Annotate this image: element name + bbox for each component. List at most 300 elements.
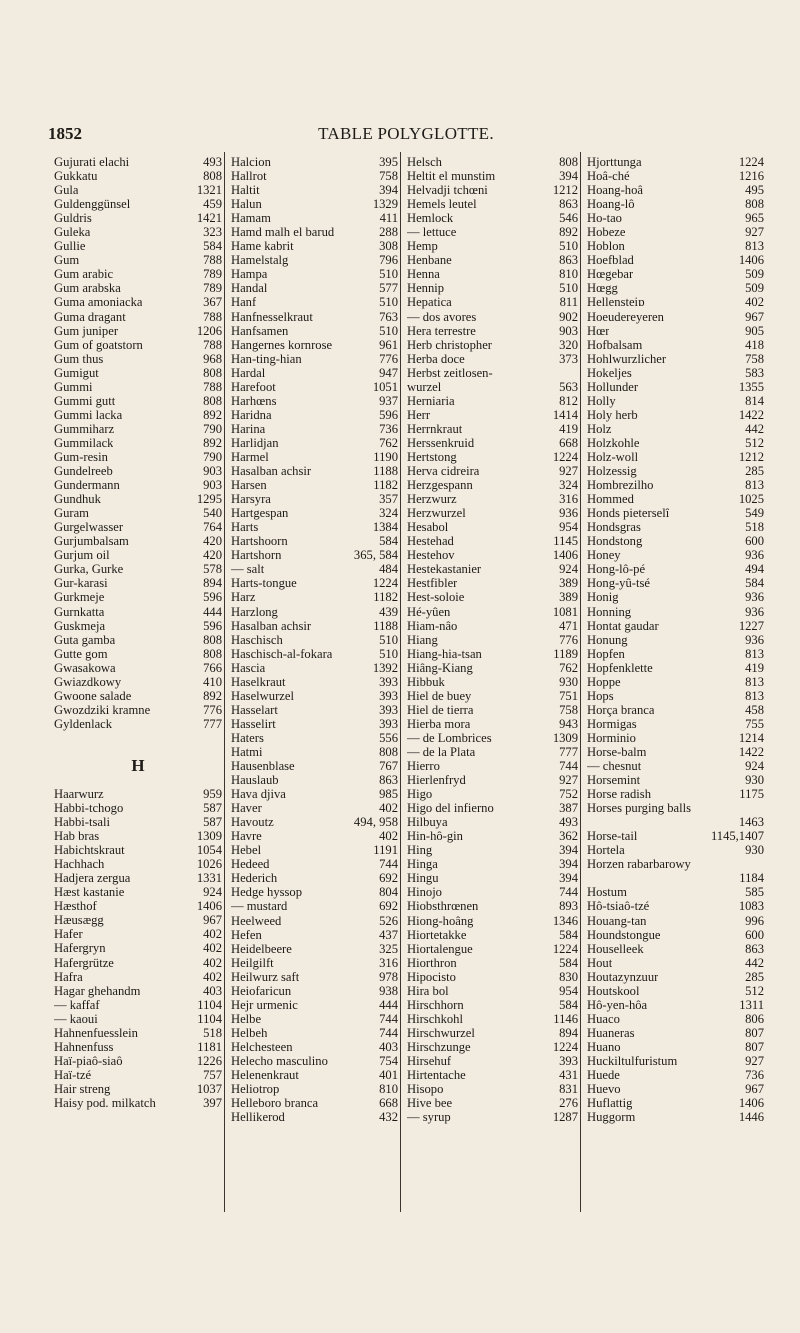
entry-page-ref: 419 [745,660,764,675]
entry-term: Hadjera zergua [54,871,131,886]
entry-page-ref: 1384 [372,520,398,535]
entry-term: Houselleek [587,941,644,956]
entry-term: Hiong-hoâng [407,913,474,928]
index-entry [407,689,578,703]
entry-page-ref: 1224 [552,1039,578,1054]
entry-term: Huaneras [587,1025,635,1040]
entry-term: Heelweed [231,913,282,928]
entry-page-ref: 985 [379,787,398,802]
index-entry [231,253,398,267]
section-letter: H [131,755,145,775]
entry-page-ref: 758 [559,702,578,717]
entry-term: Gurka, Gurke [54,562,124,577]
index-entry [231,183,398,197]
entry-term: Hafra [54,969,83,984]
index-entry [231,436,398,450]
entry-page-ref: 668 [379,1096,398,1111]
entry-term: Haselwurzel [231,688,294,703]
entry-term: — salt [231,562,265,577]
index-entry [54,843,222,857]
entry-term: Hobeze [587,225,626,240]
spacer [54,731,222,745]
index-entry [231,506,398,520]
entry-page-ref: 812 [559,393,578,408]
entry-term: Hasselirt [231,716,276,731]
index-entry [407,984,578,998]
entry-term: Haters [231,730,264,745]
entry-page-ref: 736 [379,421,398,436]
entry-term: Hœgg [587,281,618,296]
index-entry [54,548,222,562]
entry-page-ref: 930 [559,674,578,689]
entry-term: — kaoui [54,1011,98,1026]
index-entry [54,1026,222,1040]
entry-term: Hout [587,955,613,970]
entry-page-ref: 320 [559,337,578,352]
entry-term: Harlidjan [231,435,279,450]
entry-page-ref: 892 [203,407,222,422]
entry-term: Hauslaub [231,773,279,788]
entry-page-ref: 402 [379,801,398,816]
entry-page-ref: 813 [745,646,764,661]
entry-page-ref: 788 [203,379,222,394]
index-entry [407,324,578,338]
entry-term: Hebel [231,843,262,858]
entry-term: Gundermann [54,478,120,493]
entry-term: Hamelstalg [231,253,289,268]
entry-page-ref: 510 [379,646,398,661]
index-entry [231,408,398,422]
entry-term: Horzen rabarbarowy [587,857,691,872]
entry-page-ref: 788 [203,309,222,324]
index-entry [54,998,222,1012]
entry-page-ref: 996 [745,913,764,928]
entry-term: Han-ting-hian [231,351,302,366]
index-entry [407,703,578,717]
index-entry [587,520,764,534]
index-column-4 [580,152,766,1212]
index-entry [231,857,398,871]
entry-page-ref: 767 [379,759,398,774]
index-entry [54,380,222,394]
entry-page-ref: 395 [379,155,398,169]
entry-term: Hampa [231,267,268,282]
entry-page-ref: 584 [559,927,578,942]
index-entry [407,562,578,576]
index-entry [231,619,398,633]
index-entry [231,225,398,239]
entry-term: Hiang-hia-tsan [407,646,482,661]
entry-term: Hingu [407,871,439,886]
entry-term: Hestehov [407,548,455,563]
index-entry [587,998,764,1012]
index-entry [587,956,764,970]
index-entry [54,211,222,225]
entry-term: Hartgespan [231,506,289,521]
entry-page-ref: 1406 [738,1096,764,1111]
entry-page-ref: 510 [379,632,398,647]
index-entry [54,169,222,183]
entry-page-ref: 777 [203,716,222,731]
entry-term: Harts-tongue [231,576,297,591]
index-entry [231,1026,398,1040]
entry-page-ref: 936 [745,590,764,605]
index-entry [587,281,764,295]
entry-term: Habbi-tchogo [54,801,124,816]
index-entry [587,914,764,928]
entry-page-ref: 776 [203,702,222,717]
entry-term: Gujurati elachi [54,155,130,169]
entry-term: Hortela [587,843,625,858]
entry-page-ref: 927 [745,225,764,240]
index-entry [587,843,764,857]
entry-term: Holzessig [587,464,637,479]
entry-term: Harsen [231,478,267,493]
index-entry [231,1054,398,1068]
entry-page-ref: 954 [559,983,578,998]
entry-term: Gwiazdkowy [54,674,122,689]
entry-term: Gundhuk [54,492,101,507]
entry-page-ref: 1190 [373,449,398,464]
entry-page-ref: 903 [203,464,222,479]
entry-term: Hafergrütze [54,955,114,970]
entry-term: — lettuce [407,225,457,240]
index-entry [231,1012,398,1026]
entry-term: Hommed [587,492,634,507]
entry-term: Hirsehuf [407,1054,452,1068]
entry-term: Guma dragant [54,309,126,324]
entry-page-ref: 905 [745,323,764,338]
index-entry [587,253,764,267]
entry-page-ref: 789 [203,281,222,296]
entry-page-ref: 892 [559,225,578,240]
index-entry [54,183,222,197]
entry-page-ref: 903 [203,478,222,493]
index-entry [407,1110,578,1124]
entry-page-ref: 1331 [196,871,222,886]
entry-term: — de Lombrices [407,730,492,745]
index-entry [231,885,398,899]
entry-term: Helsch [407,155,442,169]
entry-page-ref: 967 [745,1082,764,1097]
index-entry [407,576,578,590]
entry-page-ref: 1321 [196,183,222,198]
entry-page-ref: 744 [379,1025,398,1040]
index-entry [54,295,222,309]
entry-page-ref: 493 [559,815,578,830]
entry-page-ref: 810 [559,267,578,282]
entry-term: Hong-lô-pé [587,562,646,577]
entry-page-ref: 1392 [372,660,398,675]
entry-term: Haridna [231,407,272,422]
entry-term: Horsemint [587,773,641,788]
entry-term: Hoblon [587,239,625,254]
entry-page-ref: 1181 [197,1039,222,1054]
entry-term: Hiam-nâo [407,618,458,633]
entry-page-ref: 1287 [552,1110,578,1125]
entry-term: Hiorthron [407,955,457,970]
entry-term: Herbst zeitlosen- [407,365,493,380]
index-entry [231,843,398,857]
entry-page-ref: 1216 [738,169,764,184]
index-entry [587,506,764,520]
entry-page-ref: 1189 [553,646,578,661]
entry-term: Guma amoniacka [54,295,143,310]
index-entry [54,422,222,436]
index-entry [231,267,398,281]
entry-term: Gur-karasi [54,576,108,591]
index-entry [231,576,398,590]
entry-term: Horminio [587,730,636,745]
index-entry [54,815,222,829]
entry-term: Huaco [587,1011,620,1026]
entry-page-ref: 596 [203,590,222,605]
entry-term: Houtskool [587,983,640,998]
index-entry [54,155,222,169]
entry-page-ref: 968 [203,351,222,366]
index-entry [587,717,764,731]
index-entry [231,801,398,815]
entry-page-ref: 1182 [373,590,398,605]
entry-page-ref: 493 [203,155,222,169]
entry-page-ref: 510 [559,239,578,254]
entry-page-ref: 410 [203,674,222,689]
entry-page-ref: 587 [203,815,222,830]
entry-page-ref: 1463 [738,815,764,830]
running-title: TABLE POLYGLOTTE. [318,124,494,143]
index-entry [407,605,578,619]
entry-term: Hestekastanier [407,562,482,577]
entry-term: Hæsthof [54,899,97,914]
entry-term: Haisy pod. milkatch [54,1096,156,1110]
entry-page-ref: 526 [379,913,398,928]
entry-term: Heltit el munstim [407,169,496,184]
entry-page-ref: 1346 [552,913,578,928]
entry-page-ref: 959 [203,786,222,801]
entry-term: Hemels leutel [407,197,477,212]
entry-page-ref: 393 [379,716,398,731]
entry-term: Heilgilft [231,955,274,970]
entry-term: Hachhach [54,857,105,872]
entry-term: Holzkohle [587,435,640,450]
entry-page-ref: 1406 [196,899,222,914]
entry-term: Honig [587,590,619,605]
index-entry [587,759,764,773]
index-entry [231,956,398,970]
index-entry [587,801,764,815]
entry-page-ref: 796 [379,253,398,268]
entry-term: Hé-yûen [407,604,451,619]
entry-term: Haï-piaô-siaô [54,1053,123,1068]
entry-page-ref: 431 [559,1068,578,1083]
entry-term: Gumigut [54,365,99,380]
entry-term: Hertstong [407,449,457,464]
entry-page-ref: 1182 [373,478,398,493]
entry-page-ref: 903 [559,323,578,338]
index-entry [54,1012,222,1026]
entry-term: Hœr [587,323,610,338]
index-columns [48,152,766,1212]
entry-page-ref: 1212 [738,449,764,464]
entry-term: Harsyra [231,492,271,507]
entry-term: Hame kabrit [231,239,294,254]
entry-term: Hondstong [587,534,643,549]
index-entry [587,703,764,717]
entry-page-ref: 692 [379,871,398,886]
index-entry [407,970,578,984]
entry-term: Hive bee [407,1096,453,1111]
index-entry [231,661,398,675]
index-entry [231,310,398,324]
entry-page-ref: 1421 [196,211,222,226]
entry-page-ref: 1025 [738,492,764,507]
index-entry [407,380,578,394]
entry-page-ref: 892 [203,688,222,703]
entry-page-ref: 1446 [738,1110,764,1125]
entry-term: Hemlock [407,211,454,226]
index-entry [54,478,222,492]
entry-page-ref: 1309 [196,829,222,844]
index-entry [231,281,398,295]
entry-page-ref: 402 [379,829,398,844]
index-entry [54,267,222,281]
entry-term: Harts [231,520,259,535]
entry-page-ref: 288 [379,225,398,240]
entry-page-ref: 902 [559,309,578,324]
entry-term: Hierlenfryd [407,773,466,788]
entry-term: Hô-tsiaô-tzé [587,899,650,914]
entry-term: Guldris [54,211,92,226]
entry-page-ref: 578 [203,562,222,577]
entry-page-ref: 967 [203,913,222,928]
entry-term: Honds pieterselî [587,506,670,521]
index-entry [407,197,578,211]
index-entry [407,998,578,1012]
index-entry [231,970,398,984]
index-entry [54,717,222,731]
index-entry [54,829,222,843]
index-entry [231,815,398,829]
entry-term: Hair streng [54,1081,111,1096]
entry-page-ref: 813 [745,674,764,689]
entry-term: Gummi lacka [54,407,123,422]
entry-page-ref: 600 [745,534,764,549]
entry-page-ref: 512 [745,435,764,450]
entry-term: Herssenkruid [407,435,475,450]
entry-page-ref: 393 [559,1054,578,1068]
entry-term: wurzel [407,379,442,394]
index-entry [231,155,398,169]
entry-page-ref: 1145 [553,534,578,549]
entry-page-ref: 401 [379,1068,398,1083]
index-entry [231,984,398,998]
entry-term: Gurnkatta [54,604,105,619]
entry-term: Gurgelwasser [54,520,124,535]
index-entry [407,436,578,450]
entry-page-ref: 936 [745,604,764,619]
entry-page-ref: 1422 [738,407,764,422]
entry-term: Haver [231,801,262,816]
entry-page-ref: 1212 [552,183,578,198]
entry-term: Harefoot [231,379,276,394]
entry-page-ref: 494 [745,562,764,577]
entry-page-ref: 808 [203,365,222,380]
index-column-3 [400,152,580,1212]
entry-term: Halcion [231,155,271,169]
index-entry [587,1012,764,1026]
index-entry [587,647,764,661]
entry-page-ref: 813 [745,239,764,254]
index-entry [407,450,578,464]
index-entry [587,548,764,562]
entry-term: Hirschzunge [407,1039,471,1054]
entry-page-ref: 789 [203,267,222,282]
entry-page-ref: 556 [379,730,398,745]
index-entry [231,239,398,253]
entry-term: Hestehad [407,534,454,549]
index-entry [587,225,764,239]
entry-page-ref: 1422 [738,744,764,759]
index-entry [231,942,398,956]
entry-page-ref: 420 [203,534,222,549]
index-entry [407,815,578,829]
index-entry [231,562,398,576]
entry-page-ref: 814 [745,393,764,408]
entry-term: Holy herb [587,407,638,422]
entry-page-ref: 808 [203,646,222,661]
entry-page-ref: 509 [745,281,764,296]
index-entry [587,590,764,604]
index-entry [407,1096,578,1110]
entry-page-ref: 790 [203,449,222,464]
entry-term: Hepatica [407,295,452,310]
index-entry [231,1040,398,1054]
entry-term: Hesabol [407,520,449,535]
entry-term: Guskmeja [54,618,106,633]
index-entry [407,619,578,633]
entry-page-ref: 943 [559,716,578,731]
entry-page-ref: 419 [559,421,578,436]
index-entry [231,647,398,661]
index-entry [587,1026,764,1040]
entry-page-ref: 442 [745,955,764,970]
entry-page-ref: 1406 [738,253,764,268]
entry-term: Hostum [587,885,627,900]
entry-page-ref: 1175 [739,787,764,802]
index-entry [54,703,222,717]
index-entry [231,899,398,913]
index-entry [54,590,222,604]
entry-term: Gum thus [54,351,104,366]
entry-page-ref: 402 [203,969,222,984]
entry-term: — dos avores [407,309,477,324]
index-entry [407,394,578,408]
index-entry [231,675,398,689]
index-entry [54,689,222,703]
index-column-2 [224,152,400,1212]
index-entry [54,605,222,619]
index-entry [587,871,764,885]
index-entry [231,1110,398,1124]
index-entry [231,871,398,885]
index-entry [587,352,764,366]
entry-term: Heliotrop [231,1082,280,1097]
entry-term: Hoang-hoâ [587,183,643,198]
index-entry [231,366,398,380]
index-entry [587,1096,764,1110]
entry-term: Gummi [54,379,93,394]
entry-term: Hangernes kornrose [231,337,333,352]
